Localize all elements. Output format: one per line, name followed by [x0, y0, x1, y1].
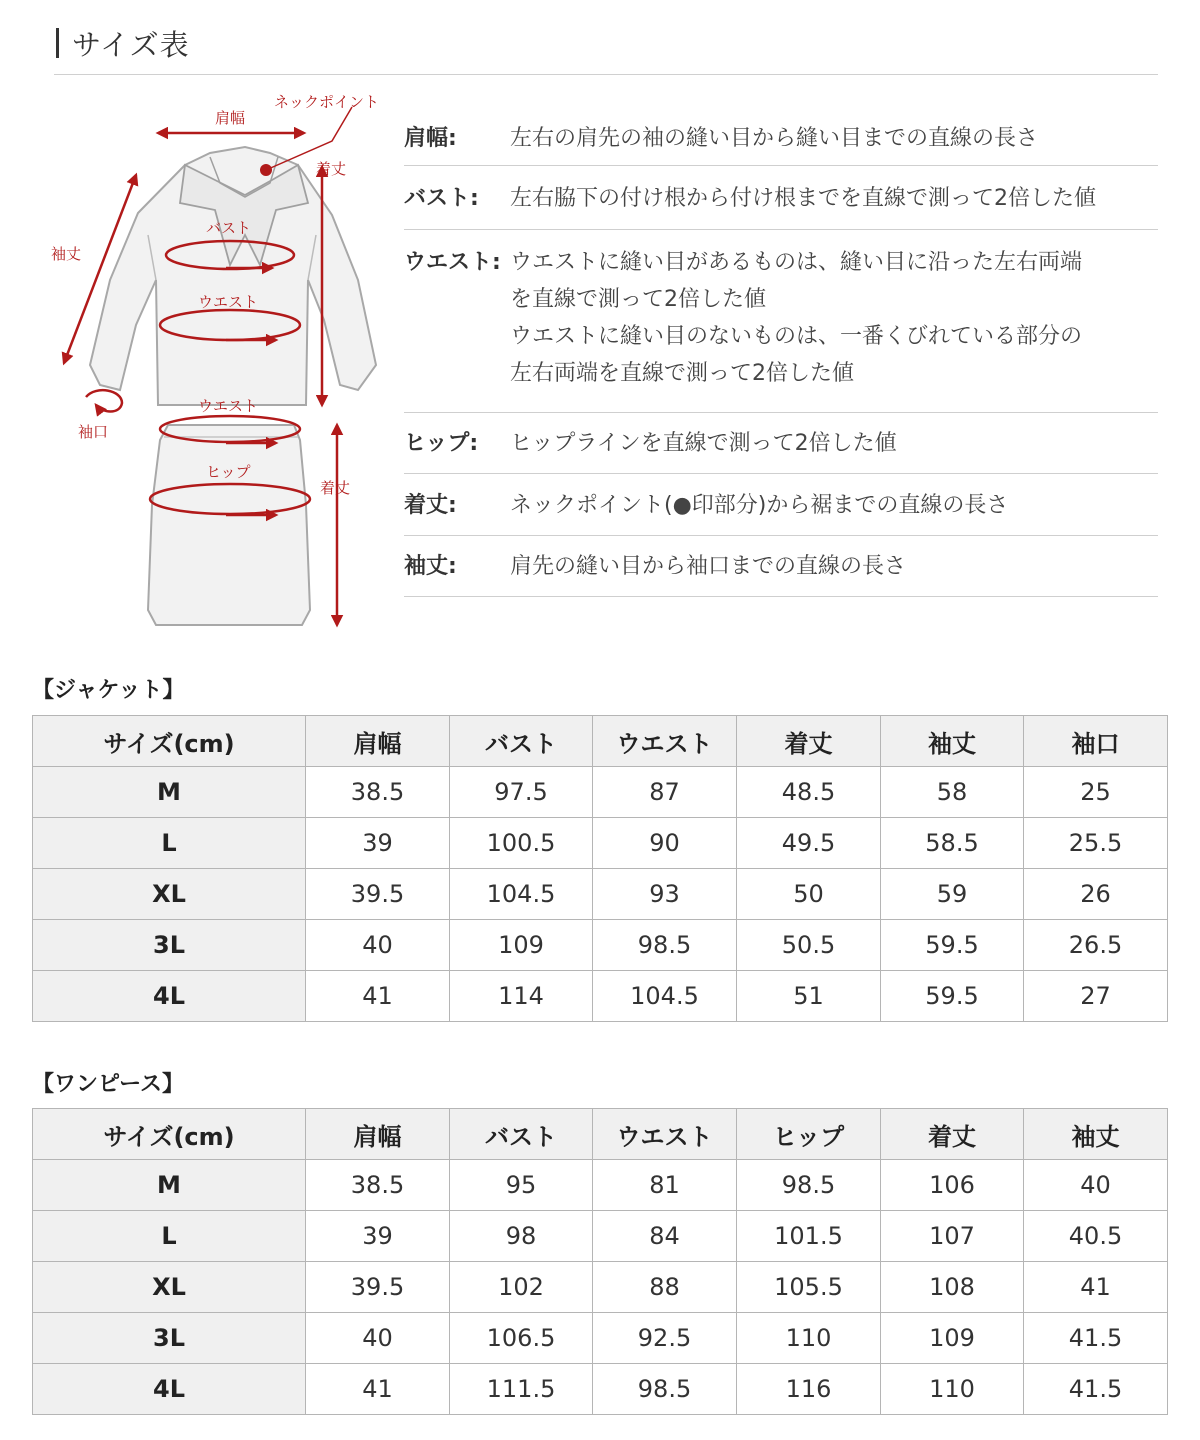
- table-cell: 102: [450, 1262, 593, 1313]
- table-cell: 40: [306, 920, 450, 971]
- label-neck-point: ネックポイント: [274, 93, 380, 111]
- table-cell: 111.5: [450, 1364, 593, 1415]
- table-row: [33, 1160, 1168, 1211]
- column-header: 袖丈: [1024, 1109, 1168, 1160]
- column-header: 着丈: [881, 1109, 1024, 1160]
- table-cell: 109: [881, 1313, 1024, 1364]
- table-cell: 25: [1024, 767, 1168, 818]
- label-waist-skirt: ウエスト: [198, 397, 259, 415]
- measurement-diagram: [40, 85, 400, 645]
- definition-row-hip: [404, 413, 1158, 474]
- definition-row-bust: [404, 166, 1158, 230]
- column-header: バスト: [450, 716, 593, 767]
- table-cell: 98.5: [737, 1160, 881, 1211]
- label-hip: ヒップ: [206, 463, 251, 481]
- table-cell: 108: [881, 1262, 1024, 1313]
- table-cell: 58.5: [881, 818, 1024, 869]
- table-cell: 95: [450, 1160, 593, 1211]
- table-cell: 107: [881, 1211, 1024, 1262]
- table-cell: 41.5: [1024, 1313, 1168, 1364]
- table-row: [33, 920, 1168, 971]
- column-header: ヒップ: [737, 1109, 881, 1160]
- page-header: [54, 22, 1158, 75]
- table-cell: 98: [450, 1211, 593, 1262]
- label-shoulder: 肩幅: [215, 109, 246, 127]
- jacket-size-table: [32, 715, 1168, 1022]
- row-size-label: 4L: [33, 1364, 306, 1415]
- row-size-label: XL: [33, 1262, 306, 1313]
- definition-term: 袖丈:: [404, 554, 457, 579]
- table-row: [33, 1262, 1168, 1313]
- table-cell: 58: [881, 767, 1024, 818]
- table-cell: 106: [881, 1160, 1024, 1211]
- table-cell: 48.5: [737, 767, 881, 818]
- table-cell: 114: [450, 971, 593, 1022]
- table-cell: 26: [1024, 869, 1168, 920]
- row-size-label: M: [33, 767, 306, 818]
- definition-term: 着丈:: [404, 493, 457, 518]
- table-cell: 109: [450, 920, 593, 971]
- table-row: [33, 767, 1168, 818]
- table-cell: 26.5: [1024, 920, 1168, 971]
- definition-description: [510, 120, 1158, 165]
- row-size-label: XL: [33, 869, 306, 920]
- column-header: 肩幅: [306, 716, 450, 767]
- measurement-definitions: [404, 108, 1158, 597]
- table-cell: 104.5: [593, 971, 737, 1022]
- table-cell: 105.5: [737, 1262, 881, 1313]
- table-cell: 92.5: [593, 1313, 737, 1364]
- table-cell: 98.5: [593, 920, 737, 971]
- table-cell: 101.5: [737, 1211, 881, 1262]
- column-header: 袖口: [1024, 716, 1168, 767]
- definition-line: 左右の肩先の袖の縫い目から縫い目までの直線の長さ: [510, 126, 1039, 151]
- table-cell: 90: [593, 818, 737, 869]
- definition-line: を直線で測って2倍した値: [510, 287, 766, 312]
- label-length-skirt: 着丈: [320, 479, 351, 497]
- definition-line: 左右脇下の付け根から付け根までを直線で測って2倍した値: [510, 186, 1096, 211]
- table-cell: 40: [1024, 1160, 1168, 1211]
- definition-line: ウエストに縫い目のないものは、一番くびれている部分の: [510, 324, 1083, 349]
- table-cell: 49.5: [737, 818, 881, 869]
- definition-row-shoulder: [404, 108, 1158, 166]
- definition-row-length: [404, 474, 1158, 536]
- row-size-label: 4L: [33, 971, 306, 1022]
- definition-row-waist: [404, 230, 1158, 413]
- table-cell: 81: [593, 1160, 737, 1211]
- table-cell: 110: [881, 1364, 1024, 1415]
- table-row: [33, 971, 1168, 1022]
- table-row: [33, 818, 1168, 869]
- column-header-size: サイズ(cm): [33, 716, 306, 767]
- table-cell: 50.5: [737, 920, 881, 971]
- definition-line: ヒップラインを直線で測って2倍した値: [510, 431, 897, 456]
- table-cell: 39.5: [306, 1262, 450, 1313]
- table-cell: 116: [737, 1364, 881, 1415]
- column-header: 袖丈: [881, 716, 1024, 767]
- definition-line: 肩先の縫い目から袖口までの直線の長さ: [510, 554, 907, 579]
- table-cell: 84: [593, 1211, 737, 1262]
- table-cell: 39: [306, 818, 450, 869]
- table-cell: 87: [593, 767, 737, 818]
- label-sleeve: 袖丈: [51, 245, 82, 263]
- table-row: [33, 1364, 1168, 1415]
- label-bust: バスト: [206, 219, 252, 237]
- table-cell: 59.5: [881, 971, 1024, 1022]
- table-cell: 40: [306, 1313, 450, 1364]
- row-size-label: L: [33, 818, 306, 869]
- table-cell: 100.5: [450, 818, 593, 869]
- table-cell: 104.5: [450, 869, 593, 920]
- definition-description: [510, 425, 1158, 473]
- table-cell: 39.5: [306, 869, 450, 920]
- table-cell: 39: [306, 1211, 450, 1262]
- column-header: 肩幅: [306, 1109, 450, 1160]
- table-cell: 41: [306, 971, 450, 1022]
- definition-description: [510, 244, 1158, 412]
- label-length-top: 着丈: [316, 160, 347, 178]
- onepiece-section-heading: 【ワンピース】: [32, 1072, 185, 1097]
- table-cell: 41: [306, 1364, 450, 1415]
- definition-description: [510, 548, 1158, 596]
- label-cuff: 袖口: [78, 423, 109, 441]
- column-header: ウエスト: [593, 1109, 737, 1160]
- row-size-label: L: [33, 1211, 306, 1262]
- table-cell: 93: [593, 869, 737, 920]
- column-header: バスト: [450, 1109, 593, 1160]
- table-cell: 25.5: [1024, 818, 1168, 869]
- definition-description: [510, 180, 1158, 229]
- definition-row-sleeve: [404, 536, 1158, 597]
- skirt-silhouette: [148, 425, 310, 625]
- table-cell: 40.5: [1024, 1211, 1168, 1262]
- table-cell: 59.5: [881, 920, 1024, 971]
- table-cell: 41.5: [1024, 1364, 1168, 1415]
- jacket-section-heading: 【ジャケット】: [32, 678, 185, 703]
- table-header-row: [33, 1109, 1168, 1160]
- table-cell: 38.5: [306, 767, 450, 818]
- row-size-label: 3L: [33, 1313, 306, 1364]
- table-cell: 38.5: [306, 1160, 450, 1211]
- table-cell: 59: [881, 869, 1024, 920]
- table-cell: 50: [737, 869, 881, 920]
- table-cell: 97.5: [450, 767, 593, 818]
- label-waist-top: ウエスト: [198, 293, 259, 311]
- row-size-label: M: [33, 1160, 306, 1211]
- definition-line: ウエストに縫い目があるものは、縫い目に沿った左右両端: [510, 250, 1083, 275]
- definition-line: 左右両端を直線で測って2倍した値: [510, 361, 854, 386]
- definition-term: ウエスト:: [404, 250, 501, 275]
- onepiece-size-table: [32, 1108, 1168, 1415]
- table-header-row: [33, 716, 1168, 767]
- table-cell: 41: [1024, 1262, 1168, 1313]
- definition-term: ヒップ:: [404, 431, 479, 456]
- table-row: [33, 869, 1168, 920]
- table-cell: 106.5: [450, 1313, 593, 1364]
- definition-term: バスト:: [404, 186, 479, 211]
- column-header: ウエスト: [593, 716, 737, 767]
- definition-line: ネックポイント(●印部分)から裾までの直線の長さ: [510, 493, 1009, 518]
- column-header-size: サイズ(cm): [33, 1109, 306, 1160]
- definition-description: [510, 487, 1158, 535]
- table-row: [33, 1313, 1168, 1364]
- title-accent-bar: [56, 28, 59, 58]
- page-title: サイズ表: [72, 28, 190, 62]
- column-header: 着丈: [737, 716, 881, 767]
- row-size-label: 3L: [33, 920, 306, 971]
- table-cell: 98.5: [593, 1364, 737, 1415]
- table-cell: 88: [593, 1262, 737, 1313]
- table-row: [33, 1211, 1168, 1262]
- table-cell: 110: [737, 1313, 881, 1364]
- table-cell: 27: [1024, 971, 1168, 1022]
- table-cell: 51: [737, 971, 881, 1022]
- definition-term: 肩幅:: [404, 126, 457, 151]
